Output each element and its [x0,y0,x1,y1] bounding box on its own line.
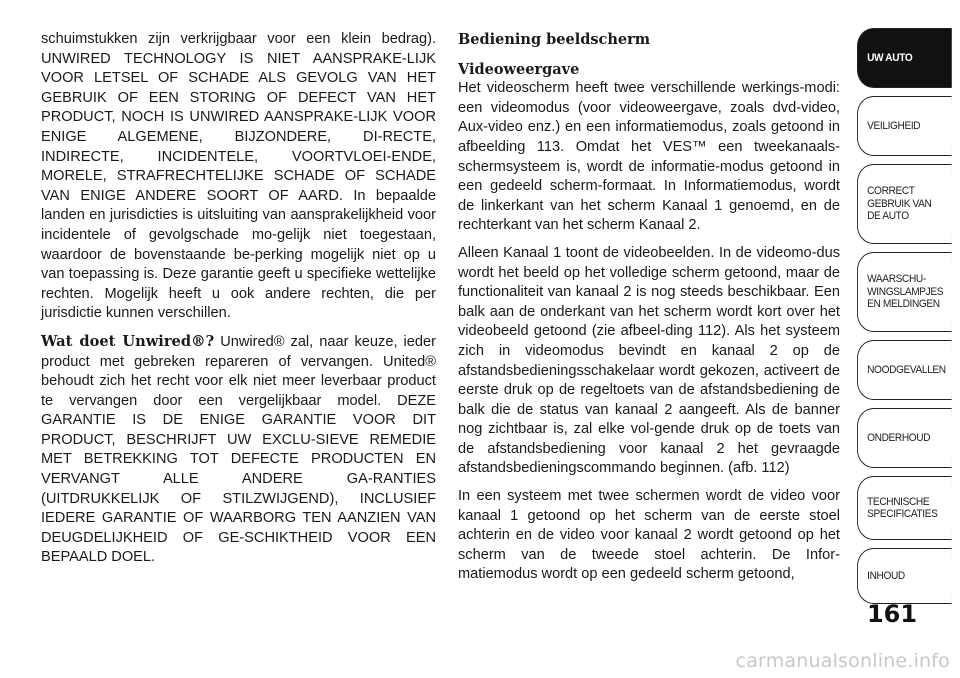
unwired-inline-heading: Wat doet Unwired®? [41,332,215,350]
tab-uw-auto[interactable] [857,28,952,88]
chapter-tabs [857,28,960,588]
section-subheading: Videoweergave [458,60,580,78]
tab-label: CORRECT GEBRUIK VAN DE AUTO [867,185,932,223]
right-column [458,30,840,593]
page-number: 161 [866,600,918,628]
section-heading: Bediening beeldscherm [458,31,651,48]
right-paragraph-3: In een systeem met twee schermen wordt de video voor kanaal 1 getoond op het scherm van de eerste stoel achterin en de video voor kanaal 2 wordt getoond op het scherm van de tweede stoel achterin. De Infor-matiemodus wordt op een gedeeld scherm getoond, [458,488,840,583]
tab-label: NOODGEVALLEN [867,363,946,376]
tab-waarschuwingslampjes[interactable] [857,252,952,332]
tab-label: ONDERHOUD [867,431,931,444]
left-column [41,30,436,576]
tab-label: TECHNISCHE SPECIFICATIES [867,495,938,520]
tab-onderhoud[interactable] [857,408,952,468]
left-paragraph-1: schuimstukken zijn verkrijgbaar voor een klein bedrag). UNWIRED TECHNOLOGY IS NIET AANSPRAKE-LIJK VOOR LETSEL OF SCHADE ALS GEVOLG VAN HET GEBRUIK OF EEN STORING OF DEFECT VAN HET PRODUCT, NOCH IS UNWIRED AANSPRAKE-LIJK VOOR ENIGE ALGEMENE, BIJZONDERE, DI-RECTE, INDIRECTE, INCIDENTELE, VOORTVLOEI-ENDE, MORELE, STRAFRECHTELIJKE SCHADE OF SCHADE VAN ENIGE ANDERE SOORT OF AARD. In bepaalde landen en jurisdicties is uitsluiting van aansprakelijkheid voor incidentele of gevolgschade mo-gelijk niet toegestaan, waardoor de bovenstaande be-perking mogelijk niet op u van toepassing is. Deze garantie geeft u specifieke wettelijke rechten. Mogelijk heeft u ook andere rechten, die per jurisdictie kunnen verschillen. [41,31,436,322]
watermark: carmanualsonline.info [735,650,950,672]
left-paragraph-2-body: Unwired® zal, naar keuze, ieder product met gebreken repareren of vervangen. United® behoudt zich het recht voor elk niet meer leverbaar product te vervangen door een vergelijkbaar model. DEZE GARANTIE IS DE ENIGE GARANTIE VOOR DIT PRODUCT, BESCHRIJFT UW EXCLU-SIEVE REMEDIE MET BETREKKING TOT DEFECTE PRODUCTEN EN VERVANGT ALLE ANDERE GA-RANTIES (UITDRUKKELIJK OF STILZWIJGEND), INCLUSIEF IEDERE GARANTIE OF WAARBORG TEN AANZIEN VAN DEUGDELIJKHEID OF GE-SCHIKTHEID VOOR EEN BEPAALD DOEL. [41,333,436,566]
tab-label: UW AUTO [867,51,913,64]
tab-inhoud[interactable] [857,548,952,604]
tab-label: VEILIGHEID [867,119,921,132]
left-paragraph-2 [41,332,436,568]
tab-veiligheid[interactable] [857,96,952,156]
tab-technische-specificaties[interactable] [857,476,952,540]
tab-label: WAARSCHU- WINGSLAMPJES EN MELDINGEN [867,273,944,311]
tab-noodgevallen[interactable] [857,340,952,400]
tab-correct-gebruik[interactable] [857,164,952,244]
right-paragraph-1: Het videoscherm heeft twee verschillende werkings-modi: een videomodus (voor videoweergave, zoals dvd-video, Aux-video enz.) en een informatiemodus, zoals getoond in afbeelding 113. Omdat het VES™ een tweekanaals-schermsysteem is, wordt de informatie-modus getoond in een gedeeld scherm-formaat. In Informatiemodus, wordt de linkerkant van het scherm Kanaal 1 genoemd, en de rechterkant van het scherm Kanaal 2. [458,80,840,234]
tab-label: INHOUD [867,569,905,582]
right-paragraph-2: Alleen Kanaal 1 toont de videobeelden. In de videomo-dus wordt het beeld op het volledige scherm getoond, maar de functionaliteit van kanaal 2 is nog steeds beschikbaar. Een balk aan de onderkant van het scherm wordt kort over het videobeeld getoond (zie afbeel-ding 112). Als het systeem zich in videomodus bevindt en kanaal 2 op de afstandsbedieningsschakelaar wordt gekozen, activeert de eerste druk op de regeltoets van de afstandsbediening de balk die de status van kanaal 2 aangeeft. Als de banner nog zichtbaar is, zal elke vol-gende druk op de toets van de afstandsbediening voor kanaal 2 het gevraagde afstandsbedieningscommando beginnen. (afb. 112) [458,244,840,477]
